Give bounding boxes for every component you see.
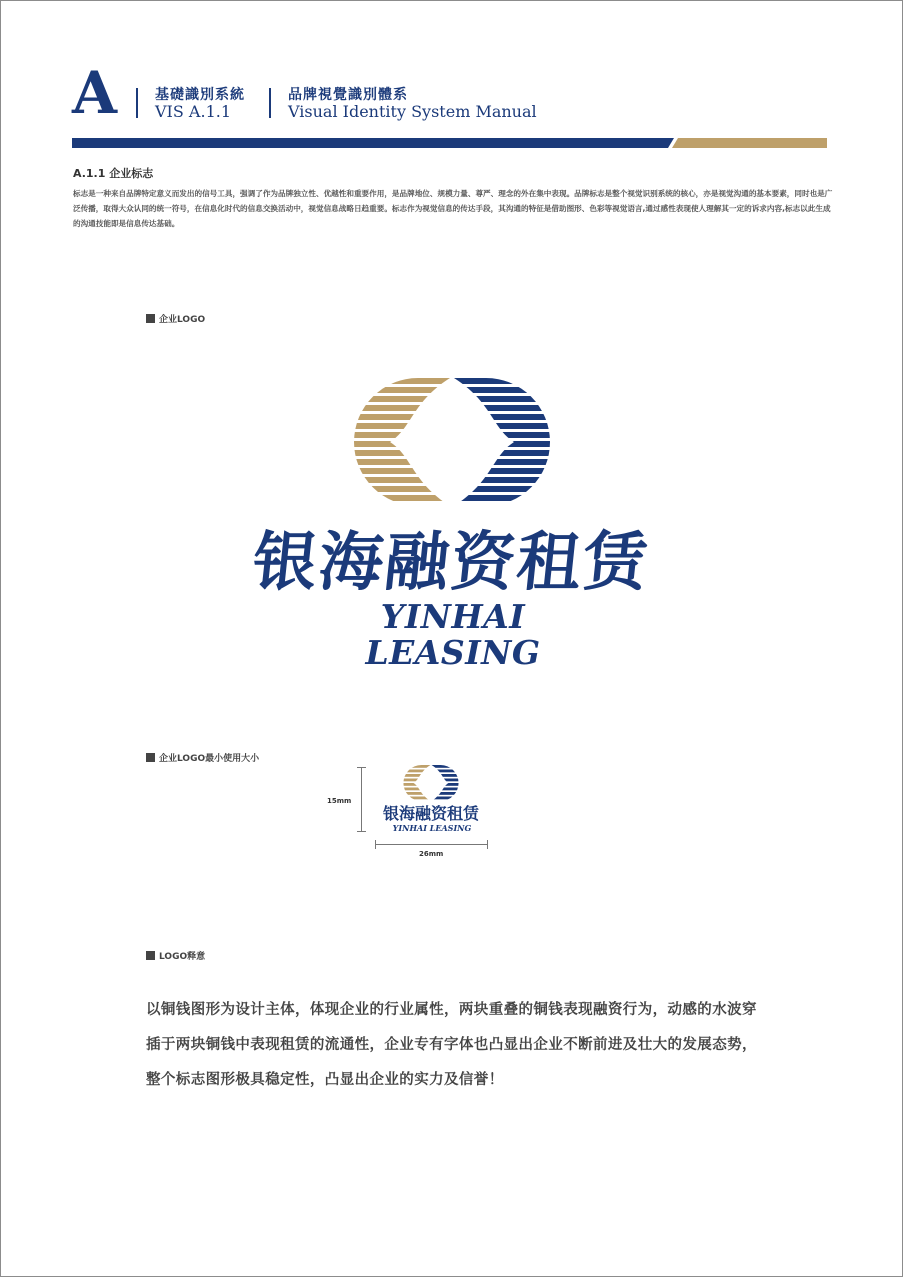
width-dimension-tick (375, 840, 376, 849)
section-title-cn: 基礎識別系統 (155, 87, 245, 103)
meaning-heading (146, 949, 205, 962)
height-dimension-line (361, 767, 362, 831)
header-divider (269, 88, 271, 118)
width-dimension-line (375, 844, 487, 845)
min-size-heading (146, 751, 259, 764)
bullet-square-icon (146, 951, 155, 960)
bullet-square-icon (146, 314, 155, 323)
width-label: 26mm (419, 850, 444, 858)
brand-name-en-small: YINHAI LEASING (392, 823, 472, 833)
section-heading: A.1.1 企业标志 (73, 167, 154, 180)
height-dimension-tick (357, 767, 366, 768)
brand-name-cn-small: 银海融资租赁 (382, 804, 479, 823)
bullet-square-icon (146, 753, 155, 762)
brand-name-cn: 银海融资租赁 (249, 526, 653, 600)
height-label: 15mm (327, 797, 352, 805)
header-band-blue (72, 138, 674, 148)
coin-logo-small-icon (403, 765, 459, 801)
meaning-heading-text: LOGO释意 (159, 952, 206, 962)
header-band-gold (672, 138, 827, 148)
min-size-heading-text: 企业LOGO最小使用大小 (159, 754, 260, 764)
width-dimension-tick (487, 840, 488, 849)
coin-logo-icon (354, 378, 550, 506)
manual-title-en: Visual Identity System Manual (288, 102, 537, 121)
logo-heading (146, 312, 205, 325)
brand-name-en: YINHAI LEASING (365, 597, 541, 672)
section-intro: 标志是一种来自品牌特定意义而发出的信号工具，强调了作为品牌独立性、优越性和重要作用，是品牌地位、规模力量、尊严、理念的外在集中表现。品牌标志是整个视觉识别系统的核心，亦是视觉沟通的基本要素，同时也是广泛传播，取得大众认同的统一符号，在信息化时代的信息交换活动中，视觉信息战略日趋重要。标志作为视觉信息的传达手段，其沟通的特征是借助图形、色彩等视觉语言,通过感性表现使人理解其一定的诉求内容,标志以此生成的沟通技能即是信息传达基础。 (73, 189, 833, 228)
height-dimension-tick (357, 831, 366, 832)
section-code: VIS A.1.1 (155, 102, 232, 121)
header-divider (136, 88, 138, 118)
manual-title-cn: 品牌視覺識別體系 (288, 87, 408, 103)
logo-heading-text: 企业LOGO (159, 315, 206, 325)
logo-meaning-text: 以铜钱图形为设计主体，体现企业的行业属性，两块重叠的铜钱表现融资行为，动感的水波穿插于两块铜钱中表现租赁的流通性，企业专有字体也凸显出企业不断前进及壮大的发展态势，整个标志图形极具稳定性，凸显出企业的实力及信誉！ (146, 1002, 757, 1088)
section-letter: A (72, 59, 118, 127)
